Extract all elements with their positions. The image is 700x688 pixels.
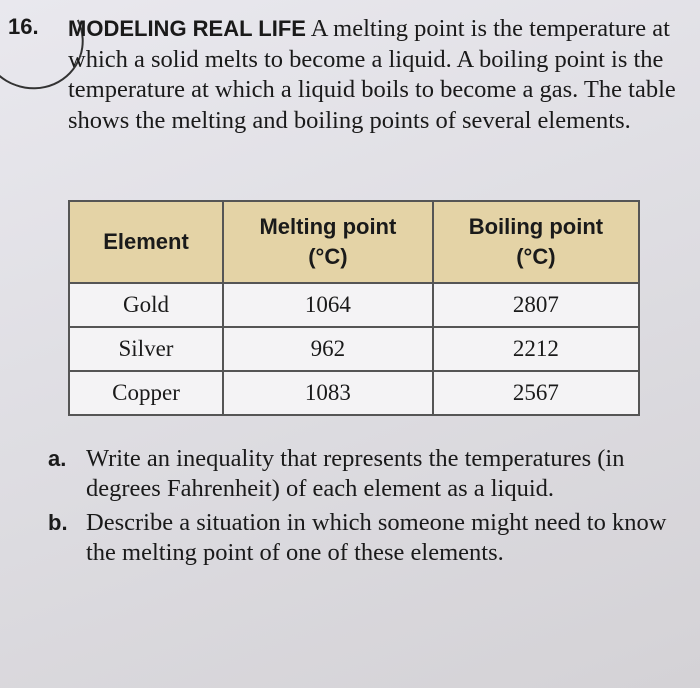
cell: 962 bbox=[223, 327, 433, 371]
part-a: a. Write an inequality that represents the temperatures (in degrees Fahrenheit) of each element as a liquid. bbox=[48, 445, 625, 502]
header-boiling: Boiling point (°C) bbox=[433, 201, 639, 283]
problem-text: A melting point is the temperature at which a solid melts to become a liquid. A boiling point is the temperature at which a liquid boils to become a gas. The table shows the melting and boiling points of several elements. bbox=[68, 15, 676, 134]
cell: 2212 bbox=[433, 327, 639, 371]
cell: 1083 bbox=[223, 371, 433, 415]
problem-heading: MODELING REAL LIFE bbox=[68, 16, 306, 41]
cell: Gold bbox=[69, 283, 223, 327]
part-b: b. Describe a situation in which someone might need to know the melting point of one of these elements. bbox=[48, 509, 667, 566]
table-row bbox=[69, 283, 639, 327]
problem-number: 16. bbox=[8, 14, 39, 39]
table-row bbox=[69, 371, 639, 415]
cell: 2567 bbox=[433, 371, 639, 415]
question-parts bbox=[48, 444, 668, 572]
cell: 2807 bbox=[433, 283, 639, 327]
header-element: Element bbox=[69, 201, 223, 283]
cell: Copper bbox=[69, 371, 223, 415]
problem-statement bbox=[68, 14, 688, 136]
cell: 1064 bbox=[223, 283, 433, 327]
table-header-row bbox=[69, 201, 639, 283]
cell: Silver bbox=[69, 327, 223, 371]
elements-table bbox=[68, 200, 640, 416]
header-melting: Melting point (°C) bbox=[223, 201, 433, 283]
table-row bbox=[69, 327, 639, 371]
